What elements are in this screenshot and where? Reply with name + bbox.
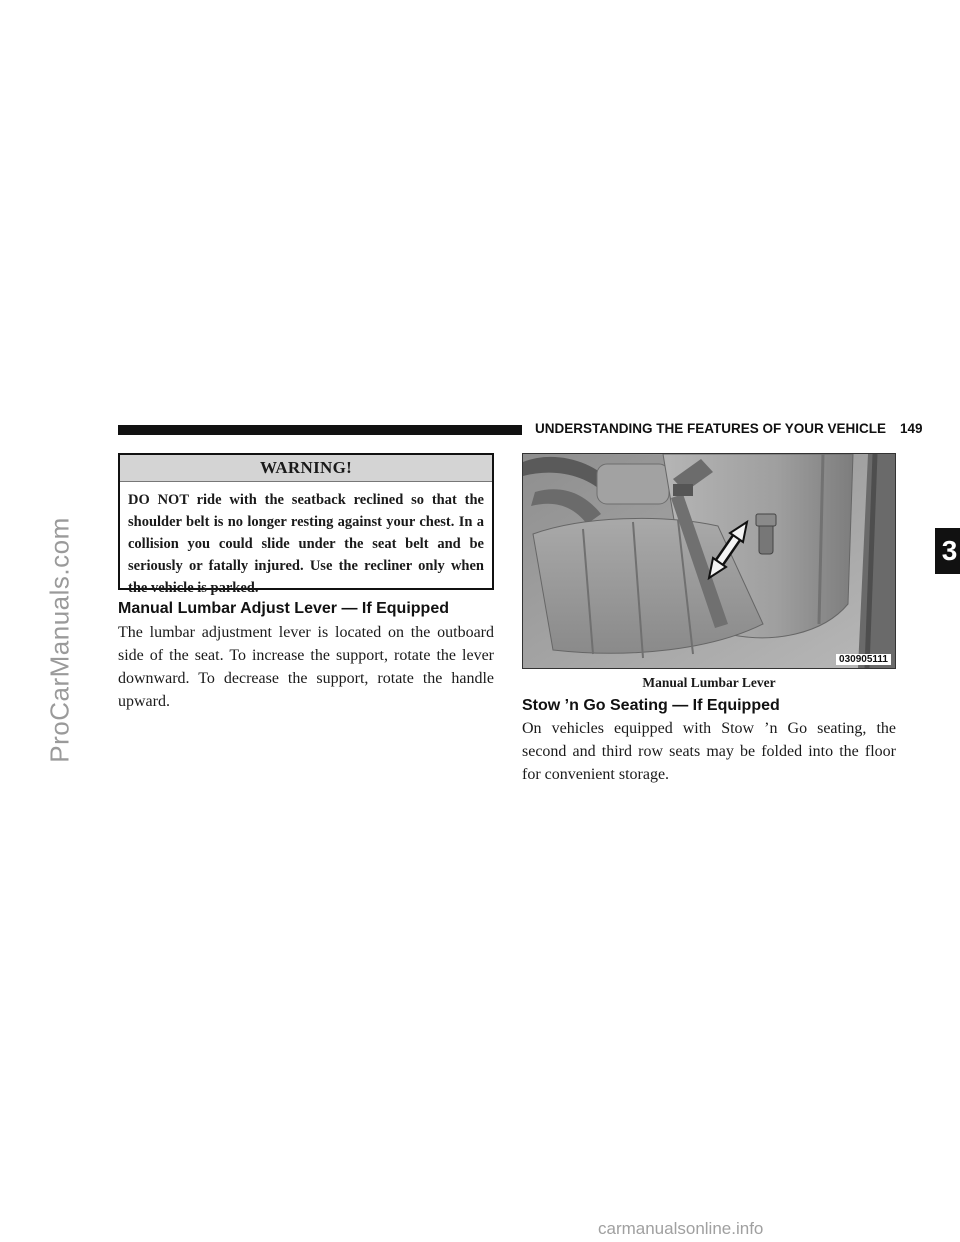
warning-title: WARNING! <box>120 455 492 482</box>
header-rule <box>118 425 522 435</box>
seat-illustration <box>523 454 895 668</box>
stow-paragraph: On vehicles equipped with Stow ’n Go seating, the second and third row seats may be folded into the floor for convenient storage. <box>522 720 896 783</box>
bottom-watermark: carmanualsonline.info <box>598 1219 764 1238</box>
warning-box <box>118 453 494 596</box>
lumbar-lever-figure <box>522 453 896 669</box>
lumbar-heading: Manual Lumbar Adjust Lever — If Equipped <box>118 600 449 617</box>
header-section-title: UNDERSTANDING THE FEATURES OF YOUR VEHICLE <box>535 421 887 436</box>
figure-code: 030905111 <box>836 654 891 665</box>
chapter-tab: 3 <box>935 528 960 574</box>
figure-caption: Manual Lumbar Lever <box>642 675 776 690</box>
running-header <box>535 421 923 436</box>
lumbar-paragraph: The lumbar adjustment lever is located on the outboard side of the seat. To increase the support, rotate the lever downward. To decrease the support, rotate the handle upward. <box>118 624 494 710</box>
warning-text: DO NOT ride with the seatback reclined so that the shoulder belt is no longer resting against your chest. In a collision you could slide under the seat belt and be seriously or fatally injured. Use the recliner only when the vehicle is parked. <box>128 492 484 596</box>
page-number: 149 <box>900 421 923 436</box>
side-watermark: ProCarManuals.com <box>44 517 75 763</box>
stow-heading: Stow ’n Go Seating — If Equipped <box>522 697 780 714</box>
